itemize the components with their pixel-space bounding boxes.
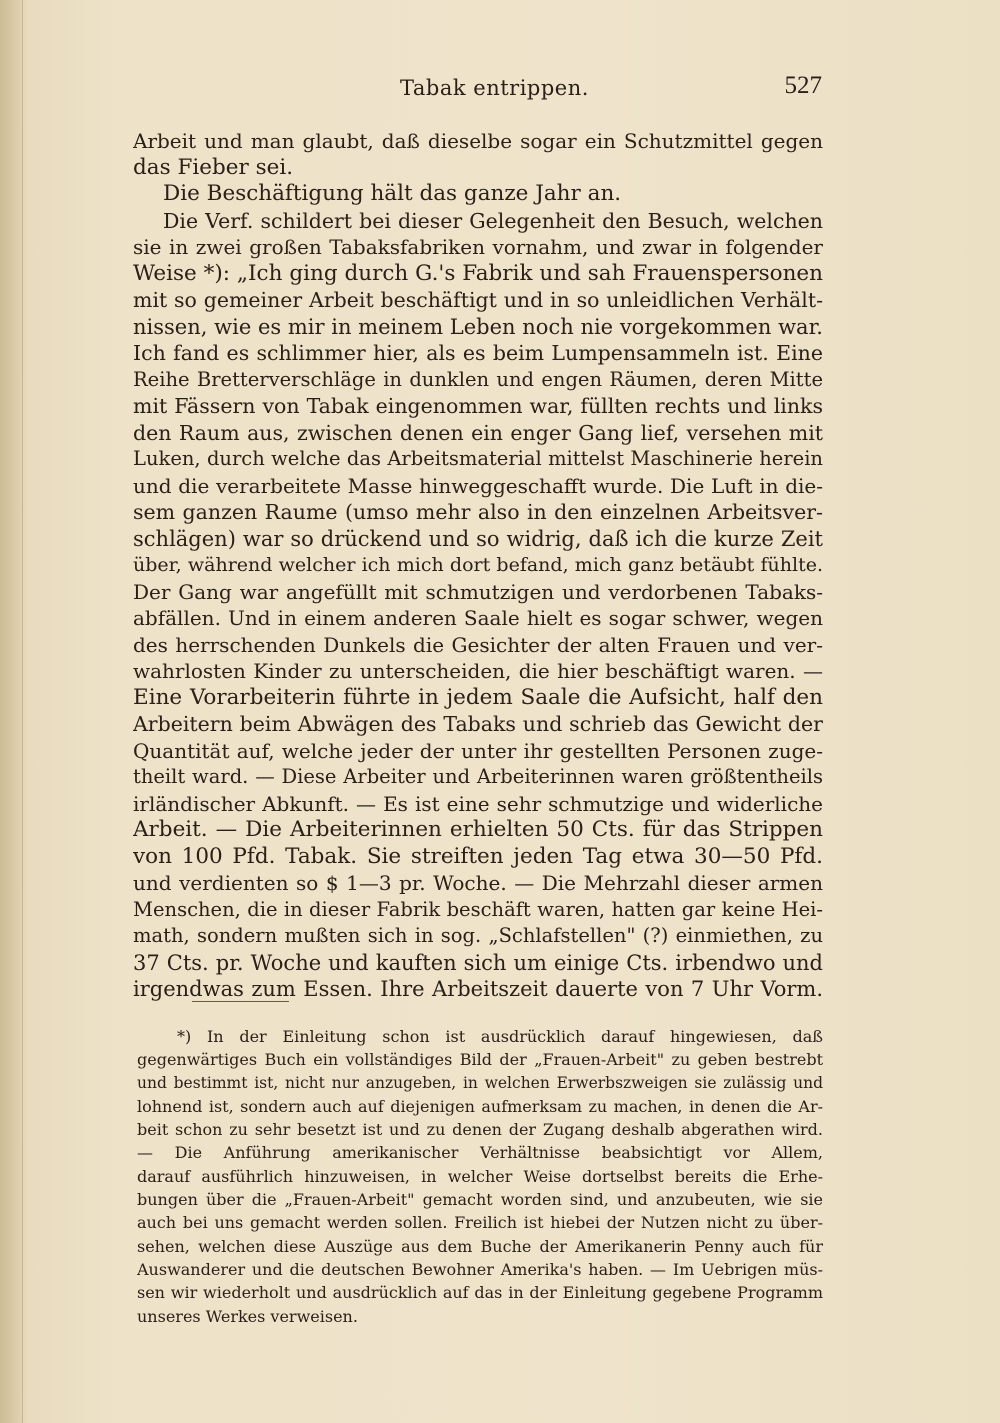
- text-line: 37 Cts. pr. Woche und kauften sich um einige Cts. irbendwo und: [133, 950, 823, 975]
- footnote-line: *) In der Einleitung schon ist ausdrücklich darauf hingewiesen, daß: [177, 1027, 823, 1046]
- page-header: [130, 72, 822, 106]
- text-line: Der Gang war angefüllt mit schmutzigen und verdorbenen Tabaks-: [133, 579, 823, 604]
- text-line: theilt ward. — Diese Arbeiter und Arbeiterinnen waren größtentheils: [133, 765, 823, 788]
- page-spine-edge: [0, 0, 23, 1423]
- text-line: das Fieber sei.: [133, 154, 294, 180]
- footnote-line: unseres Werkes verweisen.: [137, 1306, 358, 1326]
- text-line: Reihe Bretterverschläge in dunklen und engen Räumen, deren Mitte: [133, 367, 823, 391]
- footnote-line: bungen über die „Frauen-Arbeit" gemacht worden sind, und anzubeuten, wie sie: [137, 1190, 823, 1210]
- text-line: Arbeitern beim Abwägen des Tabaks und schrieb das Gewicht der: [133, 712, 823, 736]
- footnote-line: auch bei uns gemacht werden sollen. Freilich ist hiebei der Nutzen nicht zu über-: [137, 1213, 823, 1233]
- text-line: schlägen) war so drückend und so widrig, daß ich die kurze Zeit: [133, 526, 823, 551]
- text-line: math, sondern mußten sich in sog. „Schlafstellen" (?) einmiethen, zu: [133, 924, 823, 947]
- text-line: und die verarbeitete Masse hinweggeschafft wurde. Die Luft in die-: [133, 473, 823, 498]
- footnote-separator: [192, 1001, 289, 1002]
- text-line: nissen, wie es mir in meinem Leben noch nie vorgekommen war.: [133, 314, 823, 339]
- text-line: Arbeit und man glaubt, daß dieselbe sogar ein Schutzmittel gegen: [133, 129, 823, 153]
- text-line: Luken, durch welche das Arbeitsmaterial mittelst Maschinerie herein: [133, 447, 823, 470]
- text-line: Quantität auf, welche jeder der unter ihr gestellten Personen zuge-: [133, 738, 823, 763]
- text-line: Die Verf. schildert bei dieser Gelegenheit den Besuch, welchen: [163, 208, 823, 233]
- footnote-line: beit schon zu sehr besetzt ist und zu denen der Zugang deshalb abgerathen wird.: [137, 1120, 823, 1140]
- footnote-line: sehen, welchen diese Auszüge aus dem Buche der Amerikanerin Penny auch für: [137, 1236, 823, 1256]
- text-line: irgendwas zum Essen. Ihre Arbeitszeit dauerte von 7 Uhr Vorm.: [133, 977, 823, 1001]
- footnote-line: lohnend ist, sondern auch auf diejenigen aufmerksam zu machen, in denen die Ar-: [137, 1096, 823, 1116]
- body-text: [133, 128, 823, 1003]
- text-line: und verdienten so $ 1—3 pr. Woche. — Die Mehrzahl dieser armen: [133, 871, 823, 895]
- running-title: Tabak entrippen.: [400, 76, 589, 100]
- footnote-line: — Die Anführung amerikanischer Verhältnisse beabsichtigt vor Allem,: [137, 1143, 823, 1163]
- text-line: über, während welcher ich mich dort befand, mich ganz betäubt fühlte.: [133, 554, 823, 576]
- text-line: abfällen. Und in einem anderen Saale hielt es sogar schwer, wegen: [133, 606, 823, 630]
- text-line: Menschen, die in dieser Fabrik beschäft waren, hatten gar keine Hei-: [133, 897, 823, 921]
- text-line: sem ganzen Raume (umso mehr also in den einzelnen Arbeitsver-: [133, 500, 823, 524]
- text-line: sie in zwei großen Tabaksfabriken vornahm, und zwar in folgender: [133, 235, 823, 259]
- text-line: von 100 Pfd. Tabak. Sie streiften jeden Tag etwa 30—50 Pfd.: [133, 843, 823, 869]
- text-line: mit so gemeiner Arbeit beschäftigt und in so unleidlichen Verhält-: [133, 288, 823, 312]
- text-line: Weise *): „Ich ging durch G.'s Fabrik und sah Frauenspersonen: [133, 260, 823, 286]
- footnote-line: sen wir wiederholt und ausdrücklich auf das in der Einleitung gegebene Programm: [137, 1283, 823, 1303]
- text-line: Ich fand es schlimmer hier, als es beim Lumpensammeln ist. Eine: [133, 341, 823, 365]
- text-line: wahrlosten Kinder zu unterscheiden, die hier beschäftigt waren. —: [133, 659, 823, 683]
- text-line: mit Fässern von Tabak eingenommen war, füllten rechts und links: [133, 394, 823, 418]
- text-line: Eine Vorarbeiterin führte in jedem Saale die Aufsicht, half den: [133, 684, 823, 710]
- text-line: irländischer Abkunft. — Es ist eine sehr schmutzige und widerliche: [133, 791, 823, 816]
- text-line: Die Beschäftigung hält das ganze Jahr an.: [163, 181, 622, 206]
- text-line: den Raum aus, zwischen denen ein enger Gang lief, versehen mit: [133, 420, 823, 445]
- footnote-line: Auswanderer und die deutschen Bewohner Amerika's haben. — Im Uebrigen müs-: [137, 1259, 823, 1279]
- footnote: [137, 1025, 823, 1328]
- footnote-line: gegenwärtiges Buch ein vollständiges Bild der „Frauen-Arbeit" zu geben bestrebt: [137, 1050, 823, 1070]
- text-line: des herrschenden Dunkels die Gesichter der alten Frauen und ver-: [133, 632, 823, 657]
- footnote-line: und bestimmt ist, nicht nur anzugeben, in welchen Erwerbszweigen sie zulässig und: [137, 1073, 823, 1092]
- footnote-line: darauf ausführlich hinzuweisen, in welcher Weise dortselbst bereits die Erhe-: [137, 1166, 823, 1186]
- text-line: Arbeit. — Die Arbeiterinnen erhielten 50 Cts. für das Strippen: [133, 817, 823, 842]
- page-number: 527: [784, 72, 822, 99]
